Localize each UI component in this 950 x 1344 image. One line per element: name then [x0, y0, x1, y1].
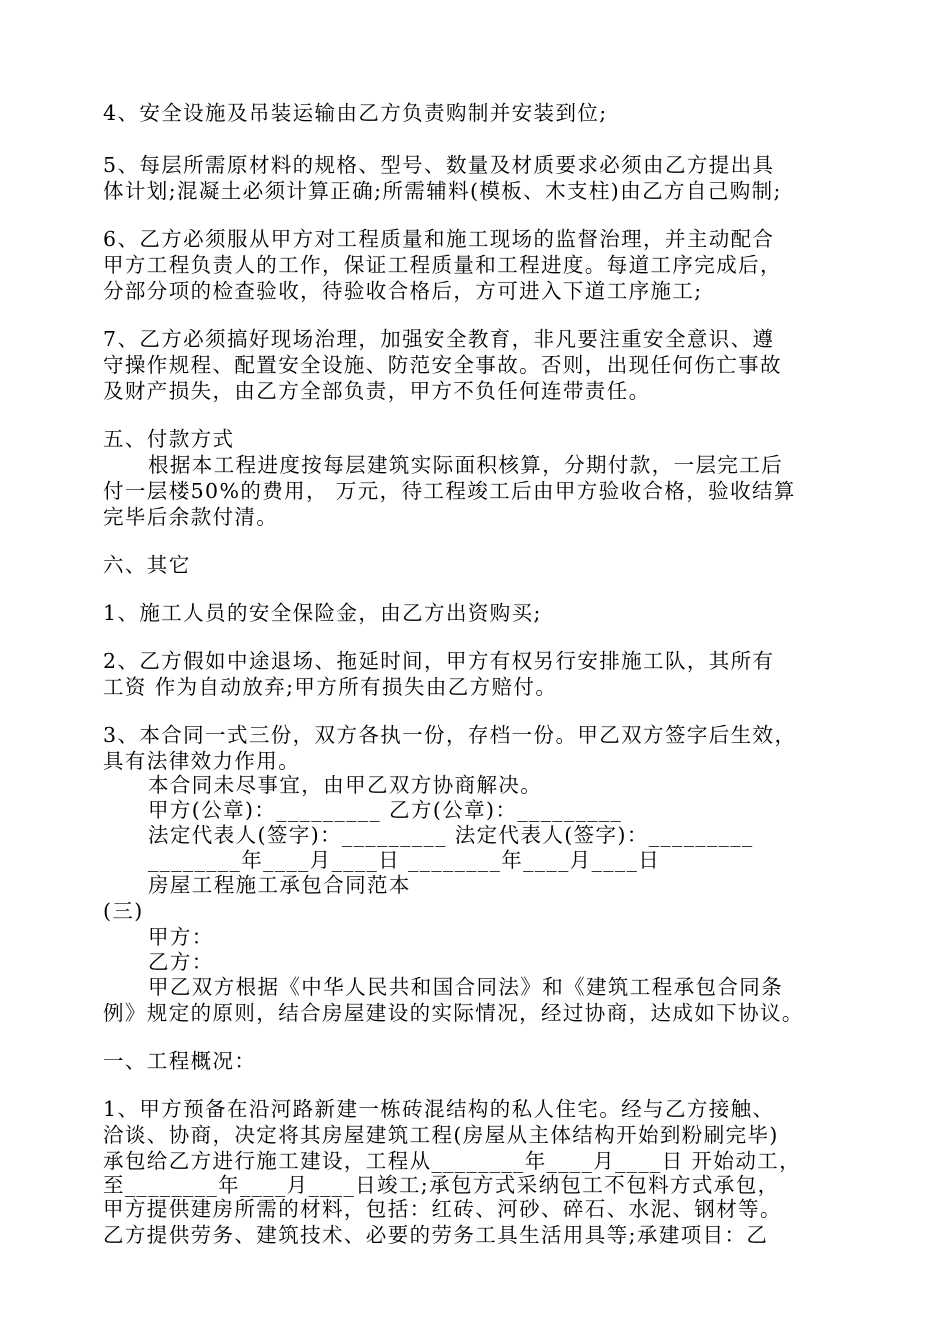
section-1-heading: 一、工程概况：: [103, 1049, 257, 1073]
other-clause-2-line-2: 工资 作为自动放弃;甲方所有损失由乙方赔付。: [103, 675, 558, 699]
contract-number: (三): [103, 899, 144, 923]
party-a-line: 甲方：: [148, 925, 214, 949]
clause-7-line-3: 及财产损失，由乙方全部负责，甲方不负任何连带责任。: [103, 379, 651, 403]
preamble-line-2: 例》规定的原则，结合房屋建设的实际情况，经过协商，达成如下协议。: [103, 1001, 804, 1025]
section-5-heading: 五、付款方式: [103, 427, 235, 451]
other-clause-3-line-1: 3、本合同一式三份，双方各执一份，存档一份。甲乙双方签字后生效，: [103, 723, 797, 747]
date-line: ________年____月____日 ________年____月____日: [148, 848, 661, 872]
overview-line-3: 承包给乙方进行施工建设，工程从________年____月____日 开始动工，: [103, 1149, 802, 1173]
clause-5-line-1: 5、每层所需原材料的规格、型号、数量及材质要求必须由乙方提出具: [103, 153, 775, 177]
overview-line-1: 1、甲方预备在沿河路新建一栋砖混结构的私人住宅。经与乙方接触、: [103, 1097, 775, 1121]
clause-5-line-2: 体计划;混凝土必须计算正确;所需辅料(模板、木支柱)由乙方自己购制;: [103, 179, 782, 203]
other-clause-2-line-1: 2、乙方假如中途退场、拖延时间，甲方有权另行安排施工队，其所有: [103, 649, 775, 673]
overview-line-4: 至________年____月____日竣工;承包方式采纳包工不包料方式承包，: [103, 1173, 780, 1197]
clause-7-line-2: 守操作规程、配置安全设施、防范安全事故。否则，出现任何伤亡事故: [103, 353, 782, 377]
clause-6-line-2: 甲方工程负责人的工作，保证工程质量和工程进度。每道工序完成后，: [103, 253, 782, 277]
signature-line: 法定代表人(签字)：_________ 法定代表人(签字)：_________: [148, 823, 754, 847]
preamble-line-1: 甲乙双方根据《中华人民共和国合同法》和《建筑工程承包合同条: [148, 975, 784, 999]
overview-line-2: 洽谈、协商，决定将其房屋建筑工程(房屋从主体结构开始到粉刷完毕): [103, 1123, 779, 1147]
overview-line-6: 乙方提供劳务、建筑技术、必要的劳务工具生活用具等;承建项目：乙: [103, 1223, 769, 1247]
section-6-heading: 六、其它: [103, 553, 191, 577]
payment-line-2: 付一层楼50%的费用， 万元，待工程竣工后由甲方验收合格，验收结算: [103, 479, 796, 503]
clause-6-line-3: 分部分项的检查验收，待验收合格后，方可进入下道工序施工;: [103, 279, 703, 303]
other-clause-1: 1、施工人员的安全保险金，由乙方出资购买;: [103, 601, 542, 625]
payment-line-1: 根据本工程进度按每层建筑实际面积核算，分期付款，一层完工后: [148, 453, 784, 477]
seal-line: 甲方(公章)：_________ 乙方(公章)：_________: [148, 798, 623, 822]
other-clause-3-line-2: 具有法律效力作用。: [103, 749, 301, 773]
unresolved-matters-line: 本合同未尽事宜，由甲乙双方协商解决。: [148, 773, 543, 797]
clause-6-line-1: 6、乙方必须服从甲方对工程质量和施工现场的监督治理，并主动配合: [103, 227, 775, 251]
payment-line-3: 完毕后余款付清。: [103, 505, 279, 529]
clause-7-line-1: 7、乙方必须搞好现场治理，加强安全教育，非凡要注重安全意识、遵: [103, 327, 775, 351]
contract-title: 房屋工程施工承包合同范本: [148, 873, 411, 897]
party-b-line: 乙方：: [148, 950, 214, 974]
clause-4-line: 4、安全设施及吊装运输由乙方负责购制并安装到位;: [103, 101, 608, 125]
overview-line-5: 甲方提供建房所需的材料，包括：红砖、河砂、碎石、水泥、钢材等。: [103, 1197, 782, 1221]
